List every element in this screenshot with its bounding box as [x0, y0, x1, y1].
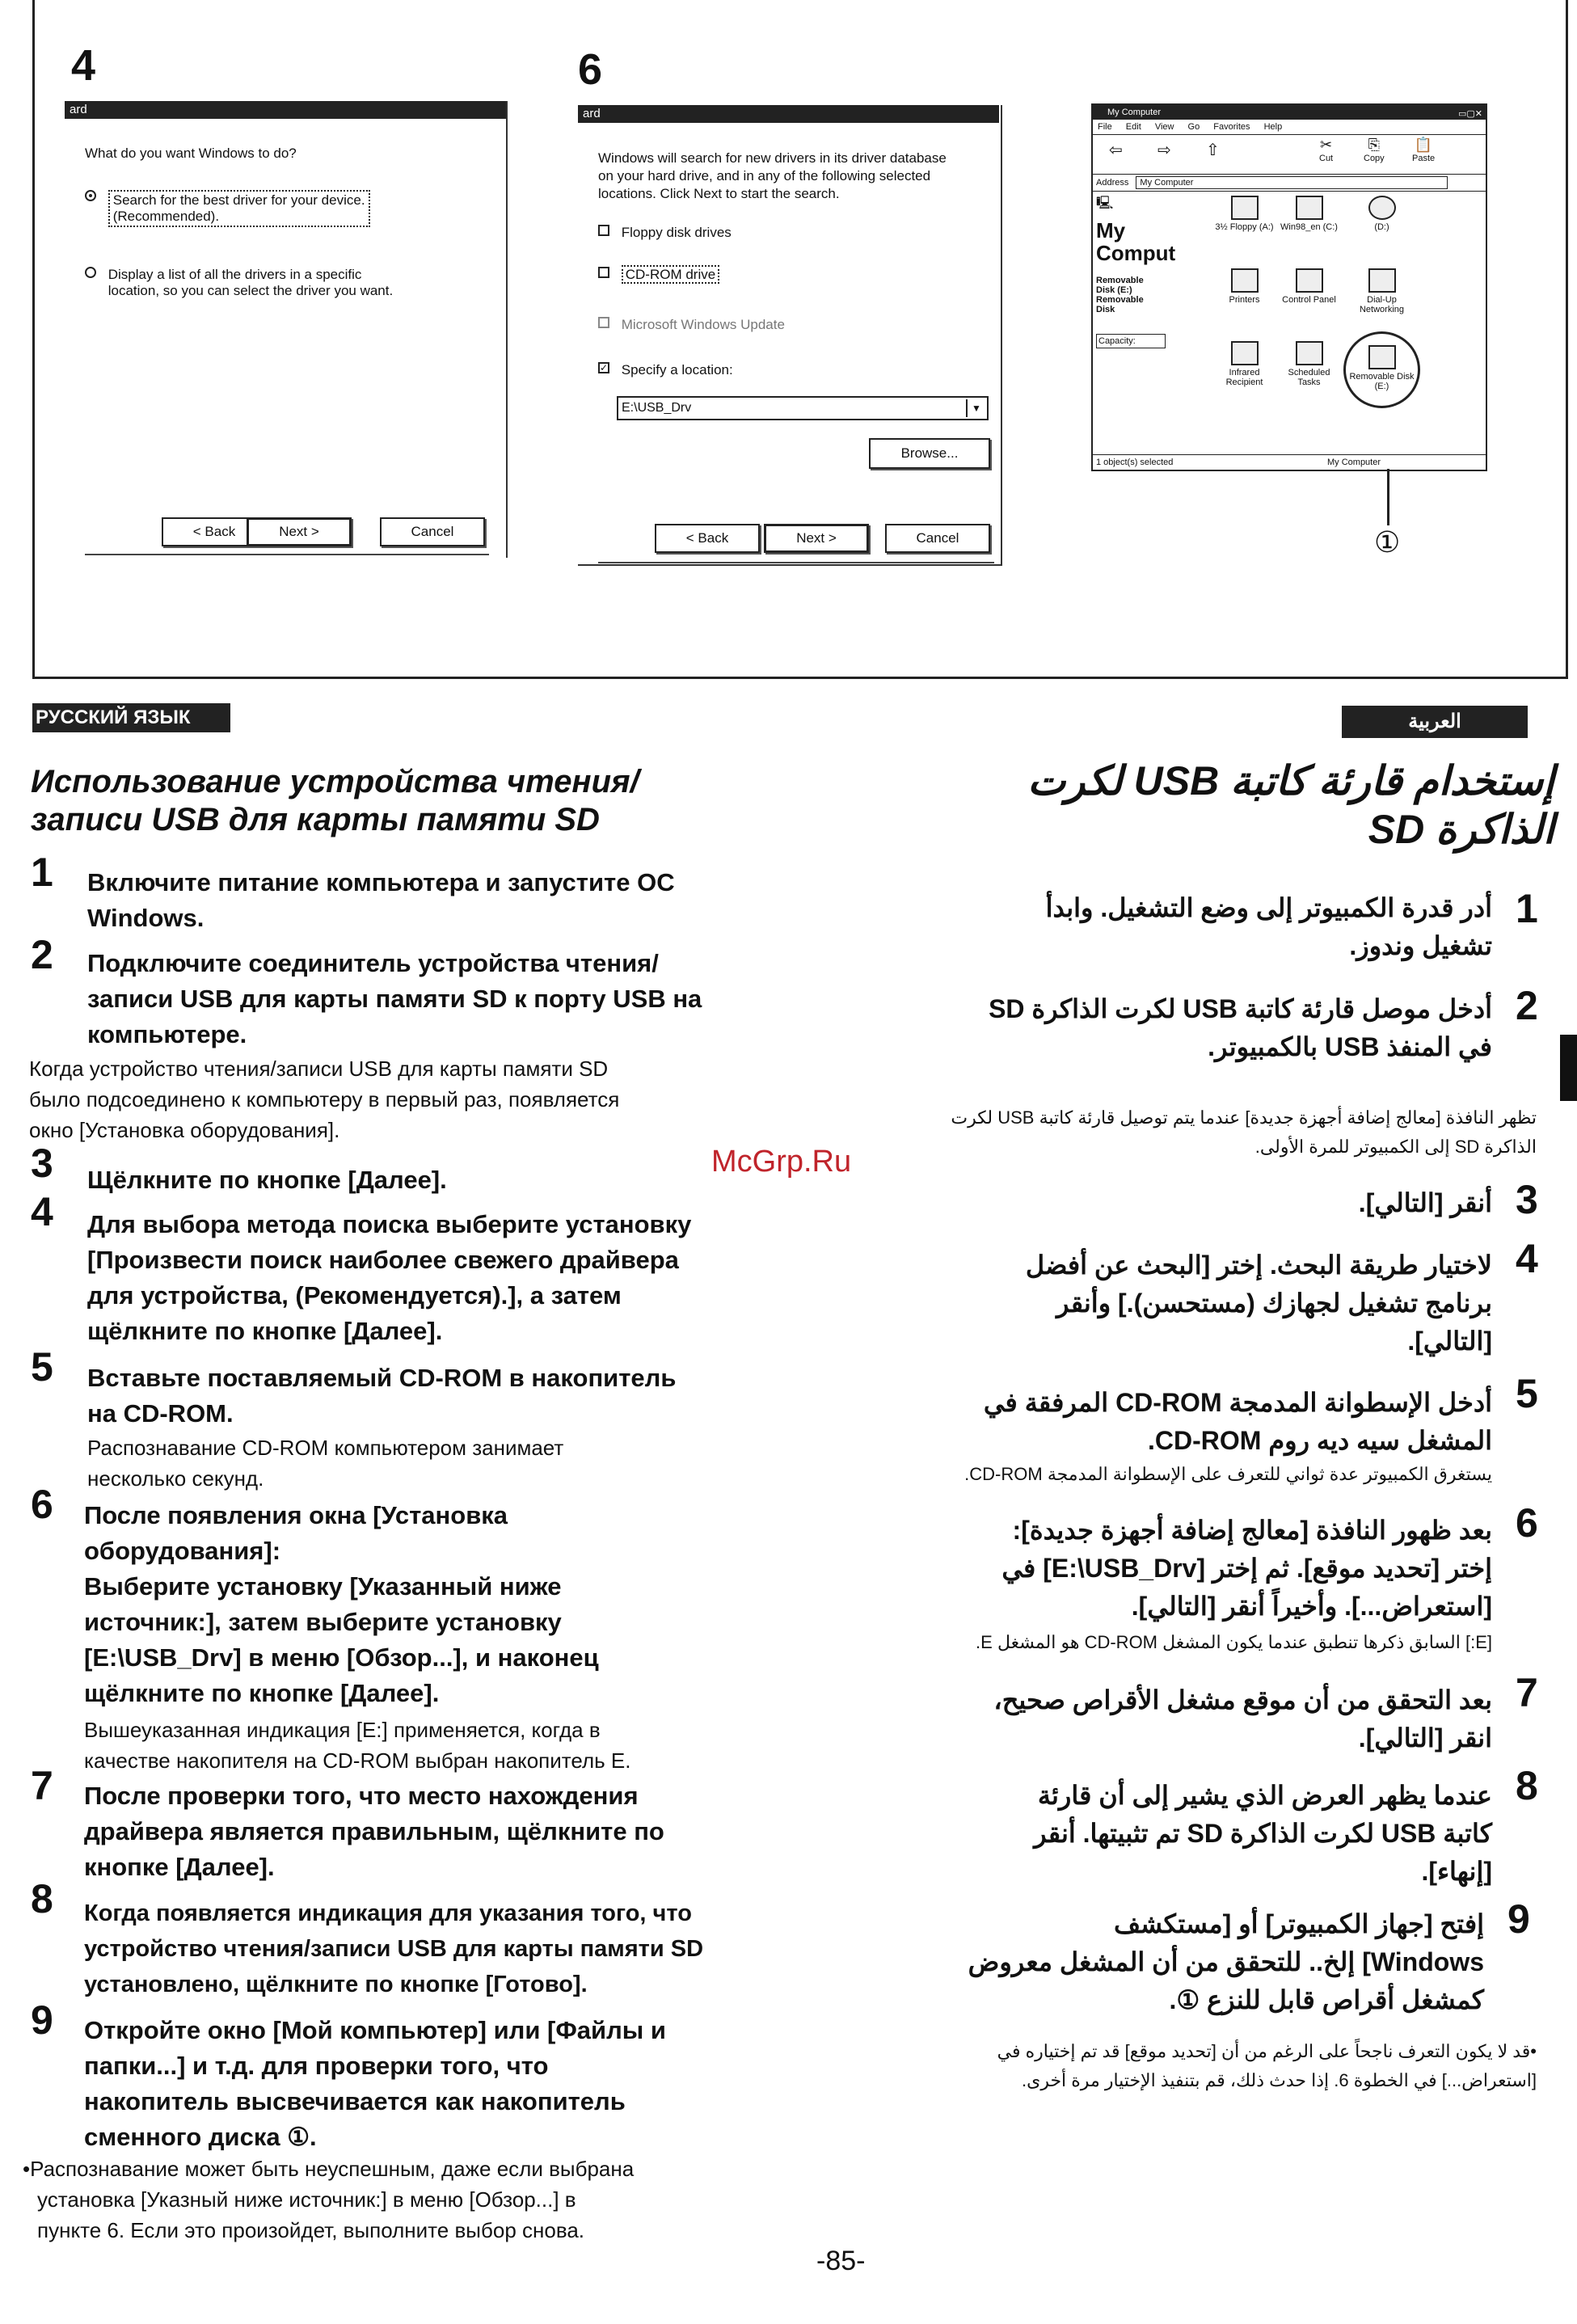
ru-step8-line: устройство чтения/записи USB для карты памяти SD: [84, 1936, 704, 1962]
ar-step6-line: بعد ظهور النافذة [معالج إضافة أجهزة جديدة]:: [1012, 1516, 1492, 1545]
step4-option-display-label: Display a list of all the drivers in a specific: [108, 267, 362, 282]
ru-step6-line: Выберите установку [Указанный ниже: [84, 1572, 562, 1601]
scissors-icon: ✂: [1320, 137, 1333, 153]
step6-cancel-button[interactable]: Cancel: [885, 524, 990, 553]
step6-location-combo[interactable]: [617, 396, 989, 420]
ru-step6-line: источник:], затем выберите установку: [84, 1608, 562, 1636]
ru-step9-line: накопитель высвечивается как накопитель: [84, 2087, 626, 2115]
back-arrow-icon[interactable]: ⇦: [1109, 141, 1123, 159]
ar-step2-note-line: الذاكرة SD إلى الكمبيوتر للمرة الأولى.: [1254, 1137, 1537, 1157]
computer-icon: 🖳: [1096, 196, 1114, 210]
ar-step9-line: كمشغل أقراص قابل للنزع ①.: [1169, 1985, 1484, 2014]
step6-msupdate-checkbox[interactable]: [598, 317, 785, 333]
ru-step2-text: [87, 946, 702, 1052]
drive-d-item[interactable]: [1351, 196, 1412, 232]
ru-step6-line: После появления окна [Установка: [84, 1501, 508, 1529]
status-right: My Computer: [1327, 458, 1381, 467]
step6-next-button[interactable]: Next >: [764, 524, 869, 553]
ar-step1-line: تشغيل وندوز.: [1349, 931, 1492, 960]
ar-step6-number: 6: [1516, 1500, 1538, 1546]
ru-step9-line: Откройте окно [Мой компьютер] или [Файлы и: [84, 2016, 666, 2044]
panel-info-line: Removable: [1096, 295, 1144, 305]
ar-step2-line: أدخل موصل قارئة كاتبة USB لكرت الذاكرة SD: [989, 994, 1492, 1023]
ru-step2-note-line: было подсоединено к компьютеру в первый раз, появляется: [29, 1087, 620, 1111]
ru-step6-line: [E:\USB_Drv] в меню [Обзор...], и наконец: [84, 1643, 599, 1672]
ru-step6-note-line: Вышеуказанная индикация [E:] применяется, когда в: [84, 1718, 601, 1742]
figure-step6-number: 6: [578, 45, 603, 94]
russian-badge: РУССКИЙ ЯЗЫК: [32, 703, 230, 732]
ar-footnote-line: •قد لا يكون التعرف ناجحاً على الرغم من أن [تحديد موقع] قد تم إختياره في: [997, 2041, 1537, 2061]
ar-step8-number: 8: [1516, 1763, 1538, 1808]
ru-step5-text: [87, 1360, 676, 1432]
window-controls-icon[interactable]: ▭▢✕: [1457, 109, 1482, 119]
paste-label: Paste: [1412, 154, 1436, 163]
step4-dialog-titlebar: ard: [65, 101, 506, 119]
mycomputer-title: My Computer: [1107, 108, 1162, 117]
step6-separator: [598, 562, 994, 563]
step6-msupdate-label: Microsoft Windows Update: [621, 317, 785, 332]
ru-title-line2: записи USB для карты памяти SD: [31, 802, 600, 837]
ru-step7-line: драйвера является правильным, щёлкните по: [84, 1817, 664, 1845]
figure-step4-number: 4: [71, 41, 96, 90]
removable-disk-item[interactable]: [1343, 331, 1420, 408]
ar-step4-text: [845, 1246, 1492, 1360]
scheduled-tasks-item[interactable]: [1279, 341, 1339, 387]
mycomputer-info-panel: [1096, 194, 1209, 437]
step6-intro-line1: Windows will search for new drivers in its driver database: [598, 150, 947, 166]
radio-empty-icon: [85, 267, 96, 278]
status-left: 1 object(s) selected: [1096, 458, 1174, 467]
panel-info-line: Disk (E:): [1096, 285, 1132, 295]
copy-label: Copy: [1364, 154, 1385, 163]
menu-file[interactable]: File: [1098, 122, 1112, 132]
ar-step9-line: Windows] إلخ.. للتحقق من أن المشغل معروض: [968, 1947, 1484, 1976]
step4-option-display[interactable]: [85, 267, 393, 299]
cut-button[interactable]: [1319, 137, 1333, 163]
checkbox-empty-icon: [598, 267, 609, 278]
scheduled-tasks-icon: [1296, 341, 1323, 365]
drive-a-label: 3½ Floppy (A:): [1215, 222, 1274, 232]
ru-step5-line: на CD-ROM.: [87, 1399, 234, 1428]
mycomputer-menubar: [1093, 120, 1486, 135]
ru-step2-line: Подключите соединитель устройства чтения/: [87, 949, 659, 977]
menu-go[interactable]: Go: [1187, 122, 1200, 132]
chevron-down-icon[interactable]: ▼: [966, 399, 985, 417]
control-panel-icon: [1296, 268, 1323, 293]
menu-view[interactable]: View: [1154, 122, 1174, 132]
ar-step3-text: أنقر [التالي].: [1358, 1188, 1492, 1217]
step4-back-button[interactable]: < Back: [162, 517, 267, 546]
ru-footnote-line: установка [Указный ниже источник:] в меню [Обзор...] в: [37, 2187, 576, 2212]
capacity-box: [1096, 334, 1166, 348]
drive-a-item[interactable]: [1214, 196, 1275, 232]
ar-title: [859, 757, 1554, 854]
ru-step3-number: 3: [31, 1141, 53, 1186]
drive-c-label: Win98_en (C:): [1280, 222, 1338, 232]
dialup-networking-icon: [1368, 268, 1396, 293]
panel-info-line: Removable: [1096, 276, 1144, 285]
ar-step2-number: 2: [1516, 983, 1538, 1028]
ar-step5-note: يستغرق الكمبيوتر عدة ثواني للتعرف على الإسطوانة المدمجة CD-ROM.: [964, 1464, 1492, 1484]
ru-step4-number: 4: [31, 1189, 53, 1234]
control-panel-item[interactable]: [1279, 268, 1339, 305]
step6-cdrom-checkbox[interactable]: [598, 267, 719, 283]
ru-step7-number: 7: [31, 1763, 53, 1808]
step6-back-button[interactable]: < Back: [655, 524, 760, 553]
ru-step4-text: [87, 1207, 691, 1349]
ru-step5-line: Вставьте поставляемый CD-ROM в накопитель: [87, 1364, 677, 1392]
printers-item[interactable]: [1214, 268, 1275, 305]
cut-label: Cut: [1319, 154, 1334, 163]
address-input[interactable]: [1136, 176, 1448, 189]
ru-step1-line: Включите питание компьютера и запустите ОС: [87, 868, 675, 896]
copy-button[interactable]: [1364, 137, 1385, 163]
mycomputer-window: [1091, 103, 1487, 471]
ru-step6-note: [84, 1715, 630, 1776]
ar-step5-number: 5: [1516, 1371, 1538, 1416]
copy-icon: ⎘: [1368, 137, 1381, 153]
ar-step9-number: 9: [1507, 1896, 1530, 1942]
callout-number: ①: [1374, 525, 1401, 559]
ru-step6-line: щёлкните по кнопке [Далее].: [84, 1679, 440, 1707]
step4-cancel-button[interactable]: Cancel: [380, 517, 485, 546]
ar-step6-line: إختر [تحديد موقع]. ثم إختر [E:\USB_Drv] في: [1001, 1554, 1492, 1583]
step4-dialog: [65, 101, 508, 558]
step6-floppy-checkbox[interactable]: [598, 225, 732, 241]
ar-step5-text: [845, 1384, 1492, 1460]
removable-disk-label: Removable Disk (E:): [1349, 372, 1415, 391]
panel-info-line: Disk: [1096, 305, 1115, 314]
ru-footnote-line: •Распознавание может быть неуспешным, даже если выбрана: [23, 2157, 635, 2181]
ar-step9-text: [821, 1905, 1484, 2019]
step6-intro-line2: on your hard drive, and in any of the following selected: [598, 168, 931, 183]
ar-step6-note: [E:] السابق ذكرها تنطبق عندما يكون المشغل CD-ROM هو المشغل E.: [976, 1632, 1492, 1652]
ar-step7-number: 7: [1516, 1670, 1538, 1715]
ru-title: [31, 763, 639, 839]
ar-step4-line: برنامج تشغيل لجهازك (مستحسن).] وأنقر: [1056, 1289, 1492, 1318]
mycomputer-statusbar: [1093, 454, 1486, 470]
ar-step7-text: [829, 1681, 1492, 1757]
ru-step8-number: 8: [31, 1876, 53, 1921]
step4-option-search-label2: (Recommended).: [112, 209, 220, 224]
ru-step8-text: [84, 1896, 703, 2002]
paste-icon: 📋: [1414, 137, 1433, 153]
panel-title-line1: My: [1096, 218, 1126, 243]
ru-title-line1: Использование устройства чтения/: [31, 764, 639, 799]
ru-footnote-line: пункте 6. Если это произойдет, выполните выбор снова.: [37, 2218, 585, 2242]
step4-next-button[interactable]: Next >: [247, 517, 352, 546]
ru-step4-line: щёлкните по кнопке [Далее].: [87, 1317, 443, 1345]
dialup-label: Dial-Up Networking: [1359, 295, 1405, 314]
infrared-icon: [1231, 341, 1259, 365]
ar-step5-line: المشغل سيه ديه روم CD-ROM.: [1148, 1426, 1492, 1455]
ar-step2-line: في المنفذ USB بالكمبيوتر.: [1208, 1032, 1492, 1061]
ru-step2-line: записи USB для карты памяти SD к порту USB на: [87, 985, 702, 1013]
ru-step1-number: 1: [31, 850, 53, 895]
ru-step7-line: После проверки того, что место нахождения: [84, 1782, 639, 1810]
ru-step1-text: [87, 865, 675, 936]
ar-step8-text: [845, 1777, 1492, 1891]
ar-step2-note: [809, 1103, 1537, 1162]
infrared-label: Infrared Recipient: [1225, 368, 1263, 387]
ar-step6-line: [استعراض...]. وأخيراً أنقر [التالي].: [1131, 1592, 1492, 1621]
step4-option-search-label: Search for the best driver for your device.: [112, 192, 365, 208]
step4-option-search[interactable]: [85, 190, 370, 227]
drive-c-item[interactable]: [1279, 196, 1339, 232]
menu-edit[interactable]: Edit: [1125, 122, 1141, 132]
ru-step6-number: 6: [31, 1482, 53, 1527]
callout-line: [1387, 469, 1389, 525]
step6-dialog-titlebar: ard: [578, 105, 999, 123]
step6-browse-button[interactable]: Browse...: [869, 438, 990, 469]
ru-step8-line: Когда появляется индикация для указания того, что: [84, 1900, 692, 1926]
ru-step6-text: [84, 1498, 599, 1711]
ru-step9-line: сменного диска ①.: [84, 2123, 317, 2151]
ar-footnote: [858, 2037, 1537, 2095]
menu-help[interactable]: Help: [1263, 122, 1283, 132]
dialup-item[interactable]: [1351, 268, 1412, 314]
ar-step7-line: بعد التحقق من أن موقع مشغل الأقراص صحيح،: [993, 1685, 1492, 1715]
step6-location-value: E:\USB_Drv: [622, 401, 692, 415]
printer-icon: [1231, 268, 1259, 293]
step4-separator: [85, 554, 489, 555]
ru-step4-line: для устройства, (Рекомендуется).], а затем: [87, 1281, 622, 1310]
ar-title-line2: الذاكرة SD: [1368, 807, 1554, 852]
checkbox-disabled-icon: [598, 317, 609, 328]
ar-footnote-line: [استعراض...] في الخطوة 6. إذا حدث ذلك، قم بتنفيذ الإختيار مرة أخرى.: [1021, 2070, 1537, 2090]
ar-step2-note-line: تظهر النافذة [معالج إضافة أجهزة جديدة] عندما يتم توصيل قارئة كاتبة USB لكرت: [951, 1107, 1537, 1128]
ru-step2-line: компьютере.: [87, 1020, 247, 1048]
ar-step3-number: 3: [1516, 1177, 1538, 1222]
watermark-text: McGrp.Ru: [711, 1145, 852, 1179]
drive-d-label: (D:): [1374, 222, 1389, 232]
hard-drive-icon: [1296, 196, 1323, 220]
ru-step5-number: 5: [31, 1344, 53, 1390]
ru-step4-line: Для выбора метода поиска выберите установку: [87, 1210, 692, 1238]
ar-step8-line: عندما يظهر العرض الذي يشير إلى أن قارئة: [1037, 1781, 1492, 1810]
mycomputer-toolbar: [1093, 135, 1486, 175]
page-number: -85-: [816, 2246, 866, 2276]
panel-title-line2: Comput: [1096, 241, 1176, 265]
step6-intro-line3: locations. Click Next to start the search.: [598, 186, 840, 201]
ru-step2-note: [29, 1053, 619, 1145]
ar-step4-number: 4: [1516, 1236, 1538, 1281]
address-label: Address: [1096, 178, 1129, 188]
step6-specify-checkbox[interactable]: [598, 362, 733, 378]
step6-cdrom-label: CD-ROM drive: [622, 265, 719, 284]
arabic-badge: العربية: [1342, 706, 1528, 738]
step6-dialog: [578, 105, 1002, 566]
ru-step4-line: [Произвести поиск наиболее свежего драйвера: [87, 1246, 679, 1274]
ru-step2-note-line: окно [Установка оборудования].: [29, 1118, 340, 1142]
ru-step9-line: папки...] и т.д. для проверки того, что: [84, 2052, 549, 2080]
ar-step4-line: لاختيار طريقة البحث. إختر [البحث عن أفضل: [1025, 1251, 1492, 1280]
infrared-item[interactable]: [1214, 341, 1275, 387]
up-folder-icon[interactable]: ⇧: [1206, 141, 1220, 159]
menu-favorites[interactable]: Favorites: [1213, 122, 1250, 132]
step6-floppy-label: Floppy disk drives: [621, 225, 732, 240]
control-panel-label: Control Panel: [1282, 295, 1336, 305]
ar-step7-line: انقر [التالي].: [1358, 1723, 1492, 1752]
panel-title: [1096, 219, 1209, 264]
ru-step6-note-line: качестве накопителя на CD-ROM выбран накопитель E.: [84, 1748, 631, 1773]
ru-step3-text: Щёлкните по кнопке [Далее].: [87, 1166, 447, 1194]
ar-step8-line: [إنهاء].: [1421, 1857, 1492, 1886]
forward-arrow-icon[interactable]: ⇨: [1157, 141, 1171, 159]
ar-step1-line: أدر قدرة الكمبيوتر إلى وضع التشغيل. وابدأ: [1045, 893, 1492, 922]
ru-step1-line: Windows.: [87, 904, 205, 932]
chapter-tab-marker: [1560, 1035, 1577, 1101]
mycomputer-titlebar: [1093, 105, 1486, 120]
ru-step7-line: кнопке [Далее].: [84, 1853, 275, 1881]
ar-step1-number: 1: [1516, 886, 1538, 931]
step6-intro: [598, 150, 947, 203]
ru-step2-note-line: Когда устройство чтения/записи USB для карты памяти SD: [29, 1057, 609, 1081]
radio-selected-icon: [85, 190, 96, 201]
ru-step9-number: 9: [31, 1997, 53, 2043]
ru-footnote: [23, 2153, 634, 2246]
capacity-label: Capacity:: [1098, 336, 1136, 346]
mycomputer-addressbar: [1093, 175, 1486, 192]
ru-step8-line: установлено, щёлкните по кнопке [Готово].: [84, 1972, 588, 1997]
panel-info: [1096, 276, 1209, 314]
ru-step6-line: оборудования]:: [84, 1537, 281, 1565]
checkbox-checked-icon: ✓: [600, 362, 609, 373]
step6-specify-label: Specify a location:: [621, 362, 733, 377]
checkbox-empty-icon: [598, 225, 609, 236]
address-value: My Computer: [1140, 178, 1194, 188]
ru-step2-number: 2: [31, 932, 53, 977]
ru-step7-text: [84, 1778, 664, 1885]
ar-step8-line: كاتبة USB لكرت الذاكرة SD تم تثبيتها. أنقر: [1034, 1819, 1492, 1848]
floppy-drive-icon: [1231, 196, 1259, 220]
ar-step5-line: أدخل الإسطوانة المدمجة CD-ROM المرفقة في: [983, 1388, 1492, 1417]
scheduled-tasks-label: Scheduled Tasks: [1288, 368, 1330, 387]
cdrom-drive-icon: [1368, 196, 1396, 220]
ar-step1-text: [845, 889, 1492, 965]
ru-step5-note-line: несколько секунд.: [87, 1466, 264, 1491]
ar-step6-text: [829, 1512, 1492, 1626]
step4-option-display-label2: location, so you can select the driver you want.: [108, 283, 394, 298]
ru-step9-text: [84, 2013, 666, 2155]
ar-step4-line: [التالي].: [1407, 1326, 1492, 1356]
step4-question: What do you want Windows to do?: [85, 146, 297, 161]
ar-title-line1: إستخدام قارئة كاتبة USB لكرت: [1027, 758, 1554, 803]
ar-step2-text: [821, 990, 1492, 1066]
removable-disk-icon: [1368, 345, 1396, 369]
ru-step5-note-line: Распознавание CD-ROM компьютером занимает: [87, 1436, 564, 1460]
ru-step5-note: [87, 1432, 563, 1494]
paste-button[interactable]: [1412, 137, 1435, 163]
printers-label: Printers: [1229, 295, 1260, 305]
ar-step9-line: إفتح [جهاز الكمبيوتر] أو [مستكشف: [1113, 1909, 1484, 1938]
